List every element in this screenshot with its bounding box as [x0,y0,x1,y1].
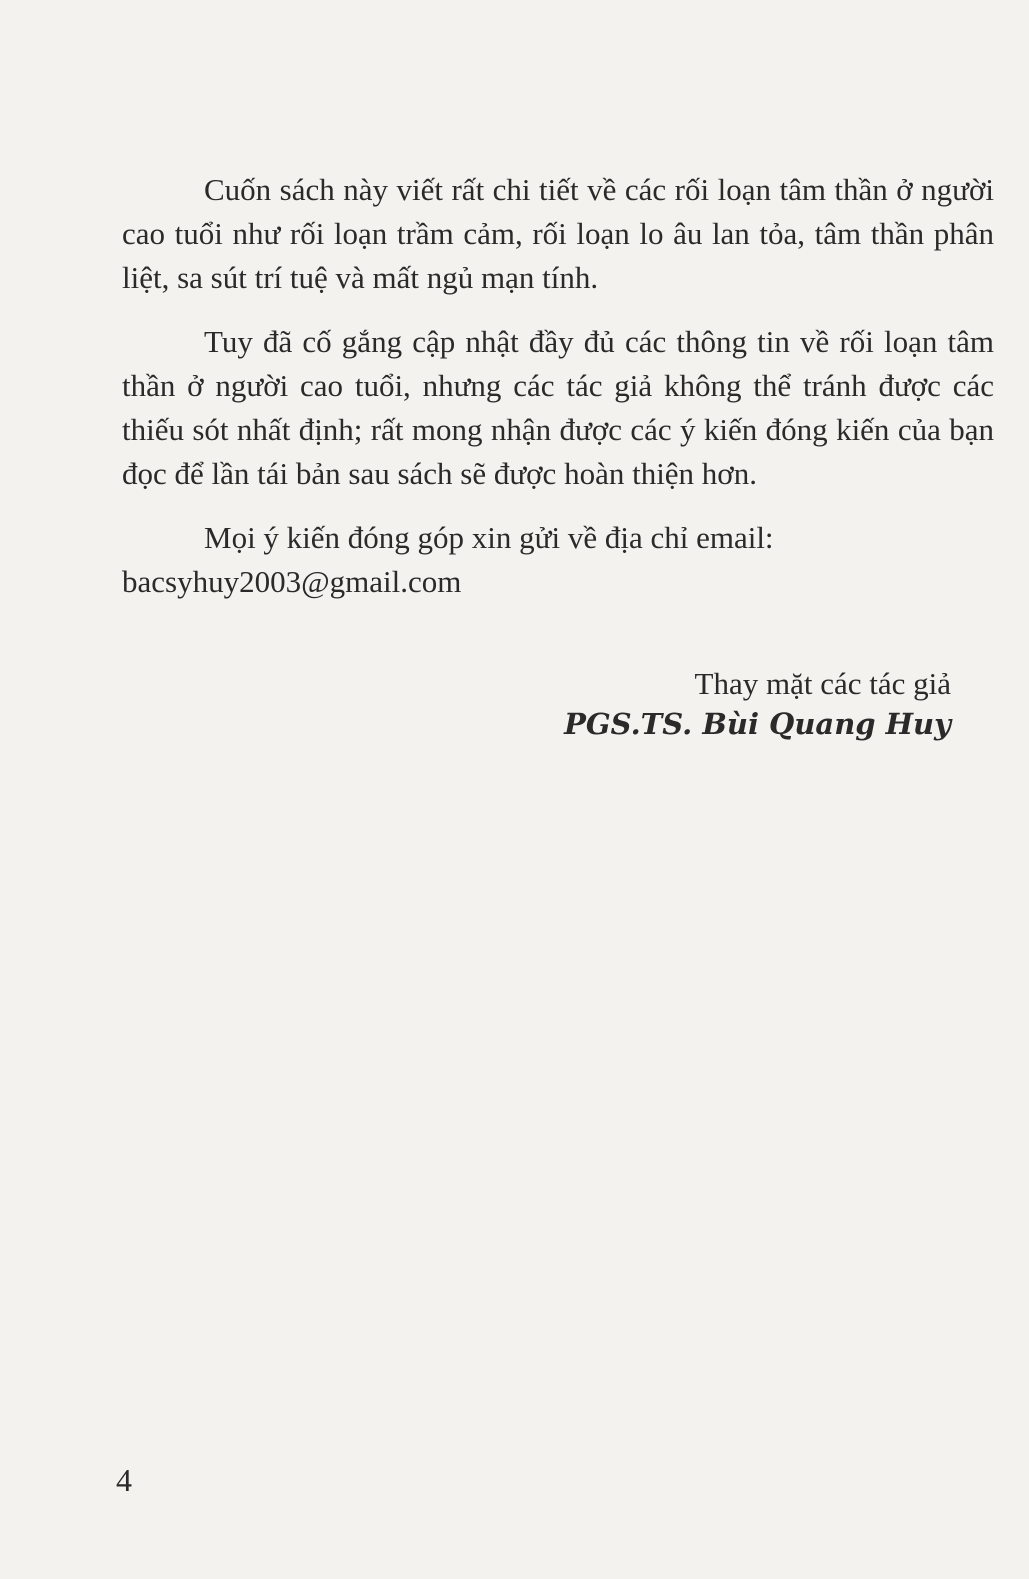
paragraph-1: Cuốn sách này viết rất chi tiết về các rối loạn tâm thần ở người cao tuổi như rối loạn trầm cảm, rối loạn lo âu lan tỏa, tâm thần phân liệt, sa sút trí tuệ và mất ngủ mạn tính. [122,172,994,295]
page-number: 4 [116,1462,132,1498]
author-name: PGS.TS. Bùi Quang Huy [564,707,951,741]
email-address: bacsyhuy2003@gmail.com [122,564,462,599]
paragraph-3 [122,516,994,604]
body-text [122,168,994,604]
paragraph-2: Tuy đã cố gắng cập nhật đầy đủ các thông tin về rối loạn tâm thần ở người cao tuổi, nhưng các tác giả không thể tránh được các thiếu sót nhất định; rất mong nhận được các ý kiến đóng kiến của bạn đọc để lần tái bản sau sách sẽ được hoàn thiện hơn. [122,324,994,491]
paragraph-3-text: Mọi ý kiến đóng góp xin gửi về địa chỉ email: [204,520,774,555]
signature-line: Thay mặt các tác giả [694,666,951,701]
signature-block [564,664,951,744]
